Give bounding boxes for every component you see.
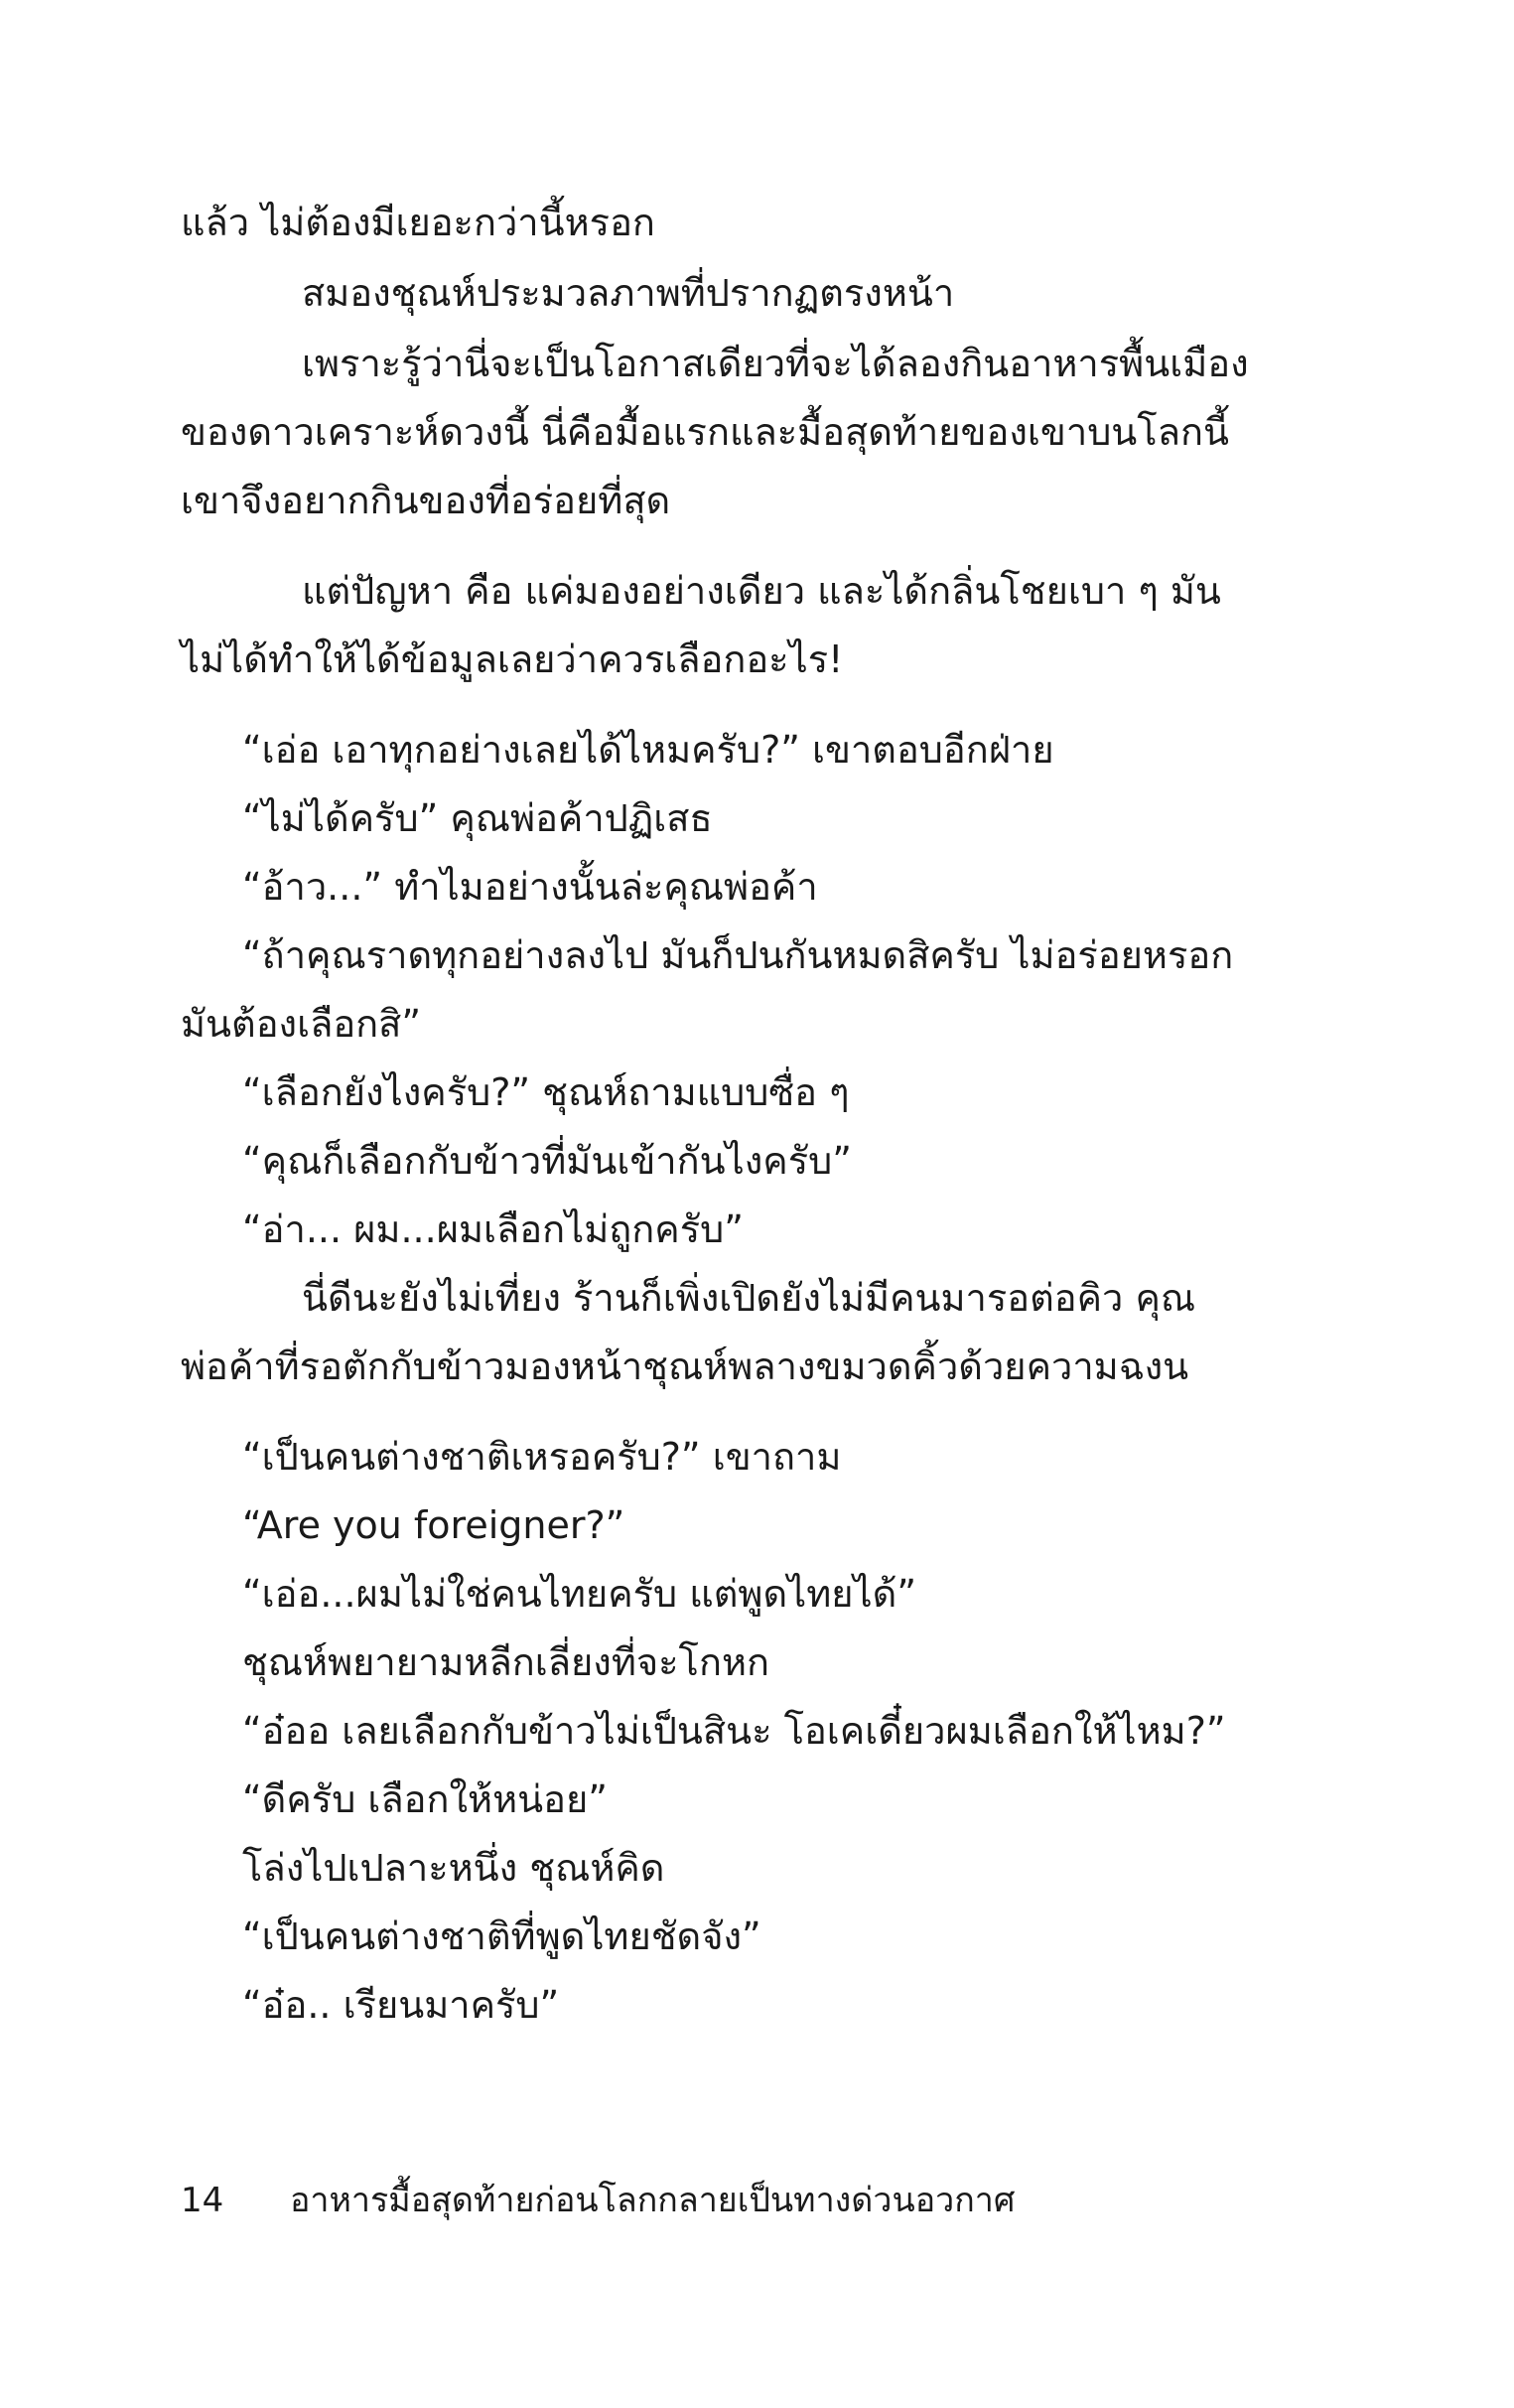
text-line: เขาจึงอยากกินของที่อร่อยที่สุด <box>181 479 671 522</box>
text-line: “เลือกยังไงครับ?” ชุณห์ถามแบบซื่อ ๆ <box>242 1070 850 1114</box>
text-line: แล้ว ไม่ต้องมีเยอะกว่านี้หรอก <box>181 201 655 244</box>
text-line: นี่ดีนะยังไม่เที่ยง ร้านก็เพิ่งเปิดยังไม่มีคนมารอต่อคิว คุณ <box>302 1276 1196 1320</box>
text-line: “เอ่อ...ผมไม่ใช่คนไทยครับ แต่พูดไทยได้” <box>242 1572 917 1616</box>
text-line: “อ๋อ.. เรียนมาครับ” <box>242 1983 560 2027</box>
text-line: “อ๋ออ เลยเลือกกับข้าวไม่เป็นสินะ โอเคเดี๋ยวผมเลือกให้ไหม?” <box>242 1709 1226 1753</box>
text-line: ไม่ได้ทำให้ได้ข้อมูลเลยว่าควรเลือกอะไร! <box>181 637 844 681</box>
text-line: “เป็นคนต่างชาติเหรอครับ?” เขาถาม <box>242 1435 842 1479</box>
text-line: พ่อค้าที่รอตักกับข้าวมองหน้าชุณห์พลางขมวดคิ้วด้วยความฉงน <box>181 1345 1189 1388</box>
text-line: “Are you foreigner?” <box>242 1503 625 1547</box>
page-number: 14 <box>181 2181 224 2220</box>
text-line: สมองชุณห์ประมวลภาพที่ปรากฏตรงหน้า <box>302 271 955 315</box>
text-line: “ไม่ได้ครับ” คุณพ่อค้าปฏิเสธ <box>242 796 713 840</box>
text-line: แต่ปัญหา คือ แค่มองอย่างเดียว และได้กลิ่นโชยเบา ๆ มัน <box>302 569 1221 613</box>
text-line: เพราะรู้ว่านี่จะเป็นโอกาสเดียวที่จะได้ลองกินอาหารพื้นเมือง <box>302 342 1249 385</box>
text-line: โล่งไปเปลาะหนึ่ง ชุณห์คิด <box>242 1846 665 1890</box>
text-line: “ถ้าคุณราดทุกอย่างลงไป มันก็ปนกันหมดสิครับ ไม่อร่อยหรอก <box>242 933 1234 977</box>
text-line: “อ้าว...” ทำไมอย่างนั้นล่ะคุณพ่อค้า <box>242 865 818 909</box>
text-line: “ดีครับ เลือกให้หน่อย” <box>242 1777 608 1821</box>
text-line: “เอ่อ เอาทุกอย่างเลยได้ไหมครับ?” เขาตอบอีกฝ่าย <box>242 728 1054 772</box>
text-line: “เป็นคนต่างชาติที่พูดไทยชัดจัง” <box>242 1914 761 1958</box>
text-line: “อ่า... ผม...ผมเลือกไม่ถูกครับ” <box>242 1207 744 1251</box>
page-footer <box>181 2173 1015 2226</box>
running-title: อาหารมื้อสุดท้ายก่อนโลกกลายเป็นทางด่วนอวกาศ <box>290 2181 1016 2220</box>
text-line: มันต้องเลือกสิ” <box>181 1002 422 1046</box>
text-line: “คุณก็เลือกกับข้าวที่มันเข้ากันไงครับ” <box>242 1139 852 1183</box>
text-line: ชุณห์พยายามหลีกเลี่ยงที่จะโกหก <box>242 1640 770 1684</box>
body-text <box>181 189 1249 2040</box>
text-line: ของดาวเคราะห์ดวงนี้ นี่คือมื้อแรกและมื้อสุดท้ายของเขาบนโลกนี้ <box>181 410 1229 454</box>
